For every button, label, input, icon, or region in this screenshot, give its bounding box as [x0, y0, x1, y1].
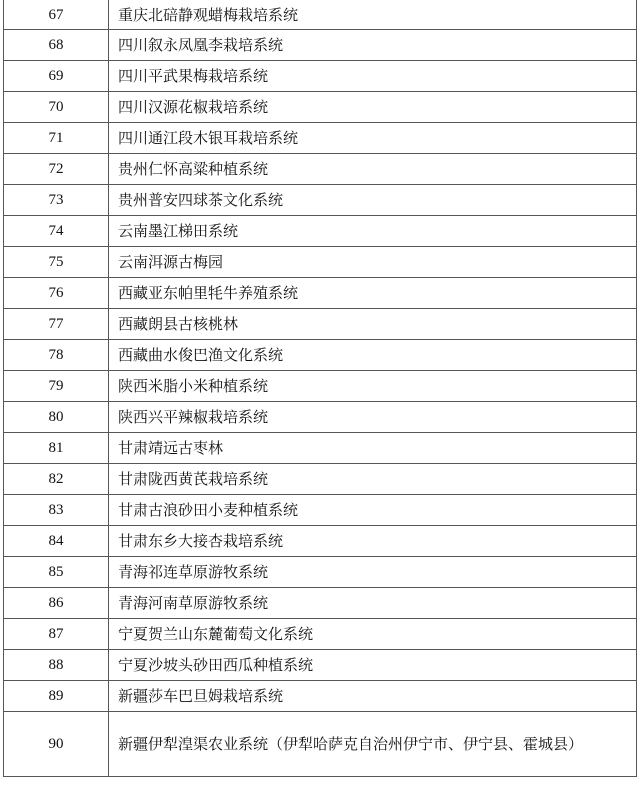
- row-number: 73: [4, 185, 109, 216]
- row-number: 68: [4, 30, 109, 61]
- table-row: [4, 495, 637, 526]
- table-row: [4, 1, 637, 30]
- table-row: [4, 433, 637, 464]
- table-row: [4, 216, 637, 247]
- system-name: 西藏亚东帕里牦牛养殖系统: [109, 278, 637, 309]
- system-name: 重庆北碚静观蜡梅栽培系统: [109, 1, 637, 30]
- system-name: 新疆莎车巴旦姆栽培系统: [109, 681, 637, 712]
- system-name: 西藏朗县古核桃林: [109, 309, 637, 340]
- row-number: 80: [4, 402, 109, 433]
- system-name: 四川平武果梅栽培系统: [109, 61, 637, 92]
- heritage-systems-table: [3, 0, 637, 777]
- table-row: [4, 185, 637, 216]
- system-name: 云南墨江梯田系统: [109, 216, 637, 247]
- system-name: 甘肃东乡大接杏栽培系统: [109, 526, 637, 557]
- row-number: 85: [4, 557, 109, 588]
- table-row: [4, 557, 637, 588]
- table-row: [4, 371, 637, 402]
- table-row: [4, 92, 637, 123]
- table-row: [4, 278, 637, 309]
- system-name: 贵州仁怀高粱种植系统: [109, 154, 637, 185]
- row-number: 81: [4, 433, 109, 464]
- table-row: [4, 30, 637, 61]
- table-row: [4, 650, 637, 681]
- row-number: 86: [4, 588, 109, 619]
- system-name: 陕西米脂小米种植系统: [109, 371, 637, 402]
- table-row: [4, 464, 637, 495]
- system-name: 四川通江段木银耳栽培系统: [109, 123, 637, 154]
- row-number: 88: [4, 650, 109, 681]
- system-name: 四川叙永凤凰李栽培系统: [109, 30, 637, 61]
- table-row: [4, 681, 637, 712]
- row-number: 67: [4, 1, 109, 30]
- table-row: [4, 123, 637, 154]
- system-name: 青海河南草原游牧系统: [109, 588, 637, 619]
- system-name: 贵州普安四球茶文化系统: [109, 185, 637, 216]
- system-name: 新疆伊犁湟渠农业系统（伊犁哈萨克自治州伊宁市、伊宁县、霍城县）: [109, 712, 637, 777]
- row-number: 69: [4, 61, 109, 92]
- system-name: 甘肃陇西黄芪栽培系统: [109, 464, 637, 495]
- row-number: 79: [4, 371, 109, 402]
- table-row: [4, 340, 637, 371]
- table-body: [4, 1, 637, 777]
- system-name: 陕西兴平辣椒栽培系统: [109, 402, 637, 433]
- row-number: 71: [4, 123, 109, 154]
- system-name: 甘肃古浪砂田小麦种植系统: [109, 495, 637, 526]
- row-number: 78: [4, 340, 109, 371]
- table-row: [4, 588, 637, 619]
- row-number: 82: [4, 464, 109, 495]
- table-row: [4, 309, 637, 340]
- table-row: [4, 61, 637, 92]
- row-number: 89: [4, 681, 109, 712]
- system-name: 甘肃靖远古枣林: [109, 433, 637, 464]
- row-number: 84: [4, 526, 109, 557]
- system-name: 西藏曲水俊巴渔文化系统: [109, 340, 637, 371]
- system-name: 四川汉源花椒栽培系统: [109, 92, 637, 123]
- system-name: 宁夏沙坡头砂田西瓜种植系统: [109, 650, 637, 681]
- row-number: 72: [4, 154, 109, 185]
- row-number: 74: [4, 216, 109, 247]
- row-number: 83: [4, 495, 109, 526]
- row-number: 90: [4, 712, 109, 777]
- system-name: 青海祁连草原游牧系统: [109, 557, 637, 588]
- row-number: 87: [4, 619, 109, 650]
- row-number: 70: [4, 92, 109, 123]
- row-number: 76: [4, 278, 109, 309]
- table-row: [4, 402, 637, 433]
- system-name: 宁夏贺兰山东麓葡萄文化系统: [109, 619, 637, 650]
- table-row: [4, 247, 637, 278]
- table-row: [4, 154, 637, 185]
- table-row: [4, 619, 637, 650]
- system-name: 云南洱源古梅园: [109, 247, 637, 278]
- row-number: 75: [4, 247, 109, 278]
- row-number: 77: [4, 309, 109, 340]
- table-row: [4, 526, 637, 557]
- table-row: [4, 712, 637, 777]
